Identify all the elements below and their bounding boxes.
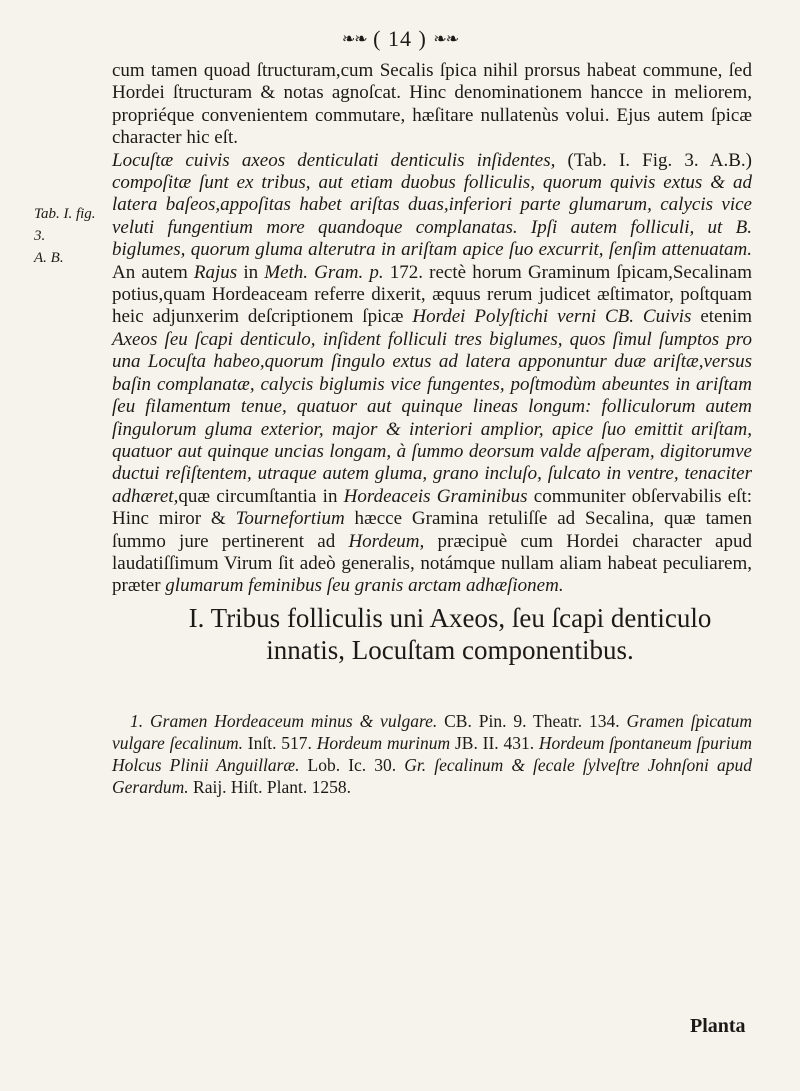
main-text [112,60,752,598]
text-span: Meth. Gram. p. [264,261,384,283]
text-span: quæ circumſtantia in [178,485,344,507]
text-span: in [237,261,265,283]
text-span: (Tab. I. Fig. 3. A.B.) [555,149,752,171]
text-span: Rajus [193,261,238,283]
text-span: communiter obſervabilis eſt: Hinc miror & [112,485,752,530]
text-span: Inſt. 517. [243,733,317,753]
text-span: præcipuè cum Hordei character apud laudatiſſimum Virum ſit adeò generalis, notámque nullam aliam habeat peculiarem, præter [112,530,752,597]
section-heading [130,602,770,666]
catchword: Planta [690,1015,746,1037]
text-span: 172. rectè horum Graminum ſpicam,Secalinam potius,quam Hordeaceam referre dixerit, æquus rerum judicet æſtimator, poſtquam heic adjunxerim deſcriptionem ſpicæ [112,261,752,328]
text-span: Hordeum murinum [316,733,451,753]
text-span: Hordeum ſpontaneum ſpurium Holcus Plinii Anguillaræ. [112,733,752,775]
entry-1 [112,710,752,798]
text-span: Locuſtæ cuivis axeos denticulati denticulis inſidentes, [112,149,556,171]
section-heading-line-2: innatis, Locuſtam componentibus. [266,635,634,665]
text-span: Axeos ſeu ſcapi denticulo, inſident folliculi tres biglumes, quos ſimul ſumptos pro una Locuſta habeo,quorum ſingulo extus ad latera apponuntur duæ ariſtæ,versus baſin complanatæ, calycis biglumis vice fungentes, poſtmodùm abeuntes in ariſtam ſeu filamentum tenue, quatuor aut quinque lineas longum: folliculorum autem ſingulorum gluma exterior, major & interiori amplior, apice ſuo emittit ariſtam, quatuor aut quinque uncias longam, à ſummo deorsum valde aſperam, digitorumve ductui reſiſtentem, utraque autem gluma, grano incluſo, ſulcato in ventre, tenaciter adhæret, [112,328,752,507]
text-span: glumarum feminibus ſeu granis arctam adhæſionem. [165,575,564,597]
text-span: hæcce Gramina retuliſſe ad Secalina, quæ tamen ſummo jure pertinerent ad [112,508,752,552]
text-span: Raij. Hiſt. Plant. 1258. [188,777,352,797]
text-span: compoſitæ ſunt ex tribus, aut etiam duobus folliculis, quorum quivis extus & ad latera baſeos,appoſitas habet ariſtas duas,inferiori parte glumarum, calycis vice veluti fungentium more quandoque complanatas. Ipſi autem folliculi, ut B. biglumes, quorum gluma alterutra in ariſtam apice ſuo excurrit, ſenſim attenuatam. [112,172,752,261]
text-span: Gr. ſecalinum & ſecale ſylveſtre Johnſoni apud Gerardum. [112,755,752,797]
text-span: JB. II. 431. [450,733,539,753]
text-span: CB. Pin. 9. Theatr. 134. [437,711,627,731]
text-span: An autem [112,261,194,283]
text-span: Gramen ſpicatum vulgare ſecalinum. [112,711,752,753]
margin-note-letters: A. B. [34,250,64,266]
text-span: etenim [691,306,753,328]
text-span: Cuivis [642,306,692,328]
margin-note-figure-ref: Tab. I. fig. 3. [34,206,96,244]
page-number: ( 14 ) [373,26,427,51]
ornament-left-icon: ❧❧ [341,31,367,48]
ornament-right-icon: ❧❧ [433,31,459,48]
page-header [0,26,800,52]
text-span: Tournefortium [235,508,345,530]
paragraph-2 [112,150,752,598]
text-span: 1. Gramen Hordeaceum minus & vulgare. [130,711,438,731]
entry-list [112,710,752,798]
margin-note [34,203,108,269]
section-heading-line-1: I. Tribus folliculis uni Axeos, ſeu ſcapi denticulo [188,603,712,633]
paragraph-1: cum tamen quoad ſtructuram,cum Secalis ſpica nihil prorsus habeat commune, ſed Hordei ſtructuram & notas agnoſcat. Hinc denominationem hancce in meliorem, propriéque convenientem commutare, hæſitare nullatenùs volui. Ejus autem ſpicæ character hic eſt. [112,60,752,149]
text-span: Hordei Polyſtichi verni CB. [412,306,635,328]
text-span: Hordeum, [348,530,425,552]
text-span: Lob. Ic. 30. [299,755,405,775]
text-span: Hordeaceis Graminibus [343,485,528,507]
